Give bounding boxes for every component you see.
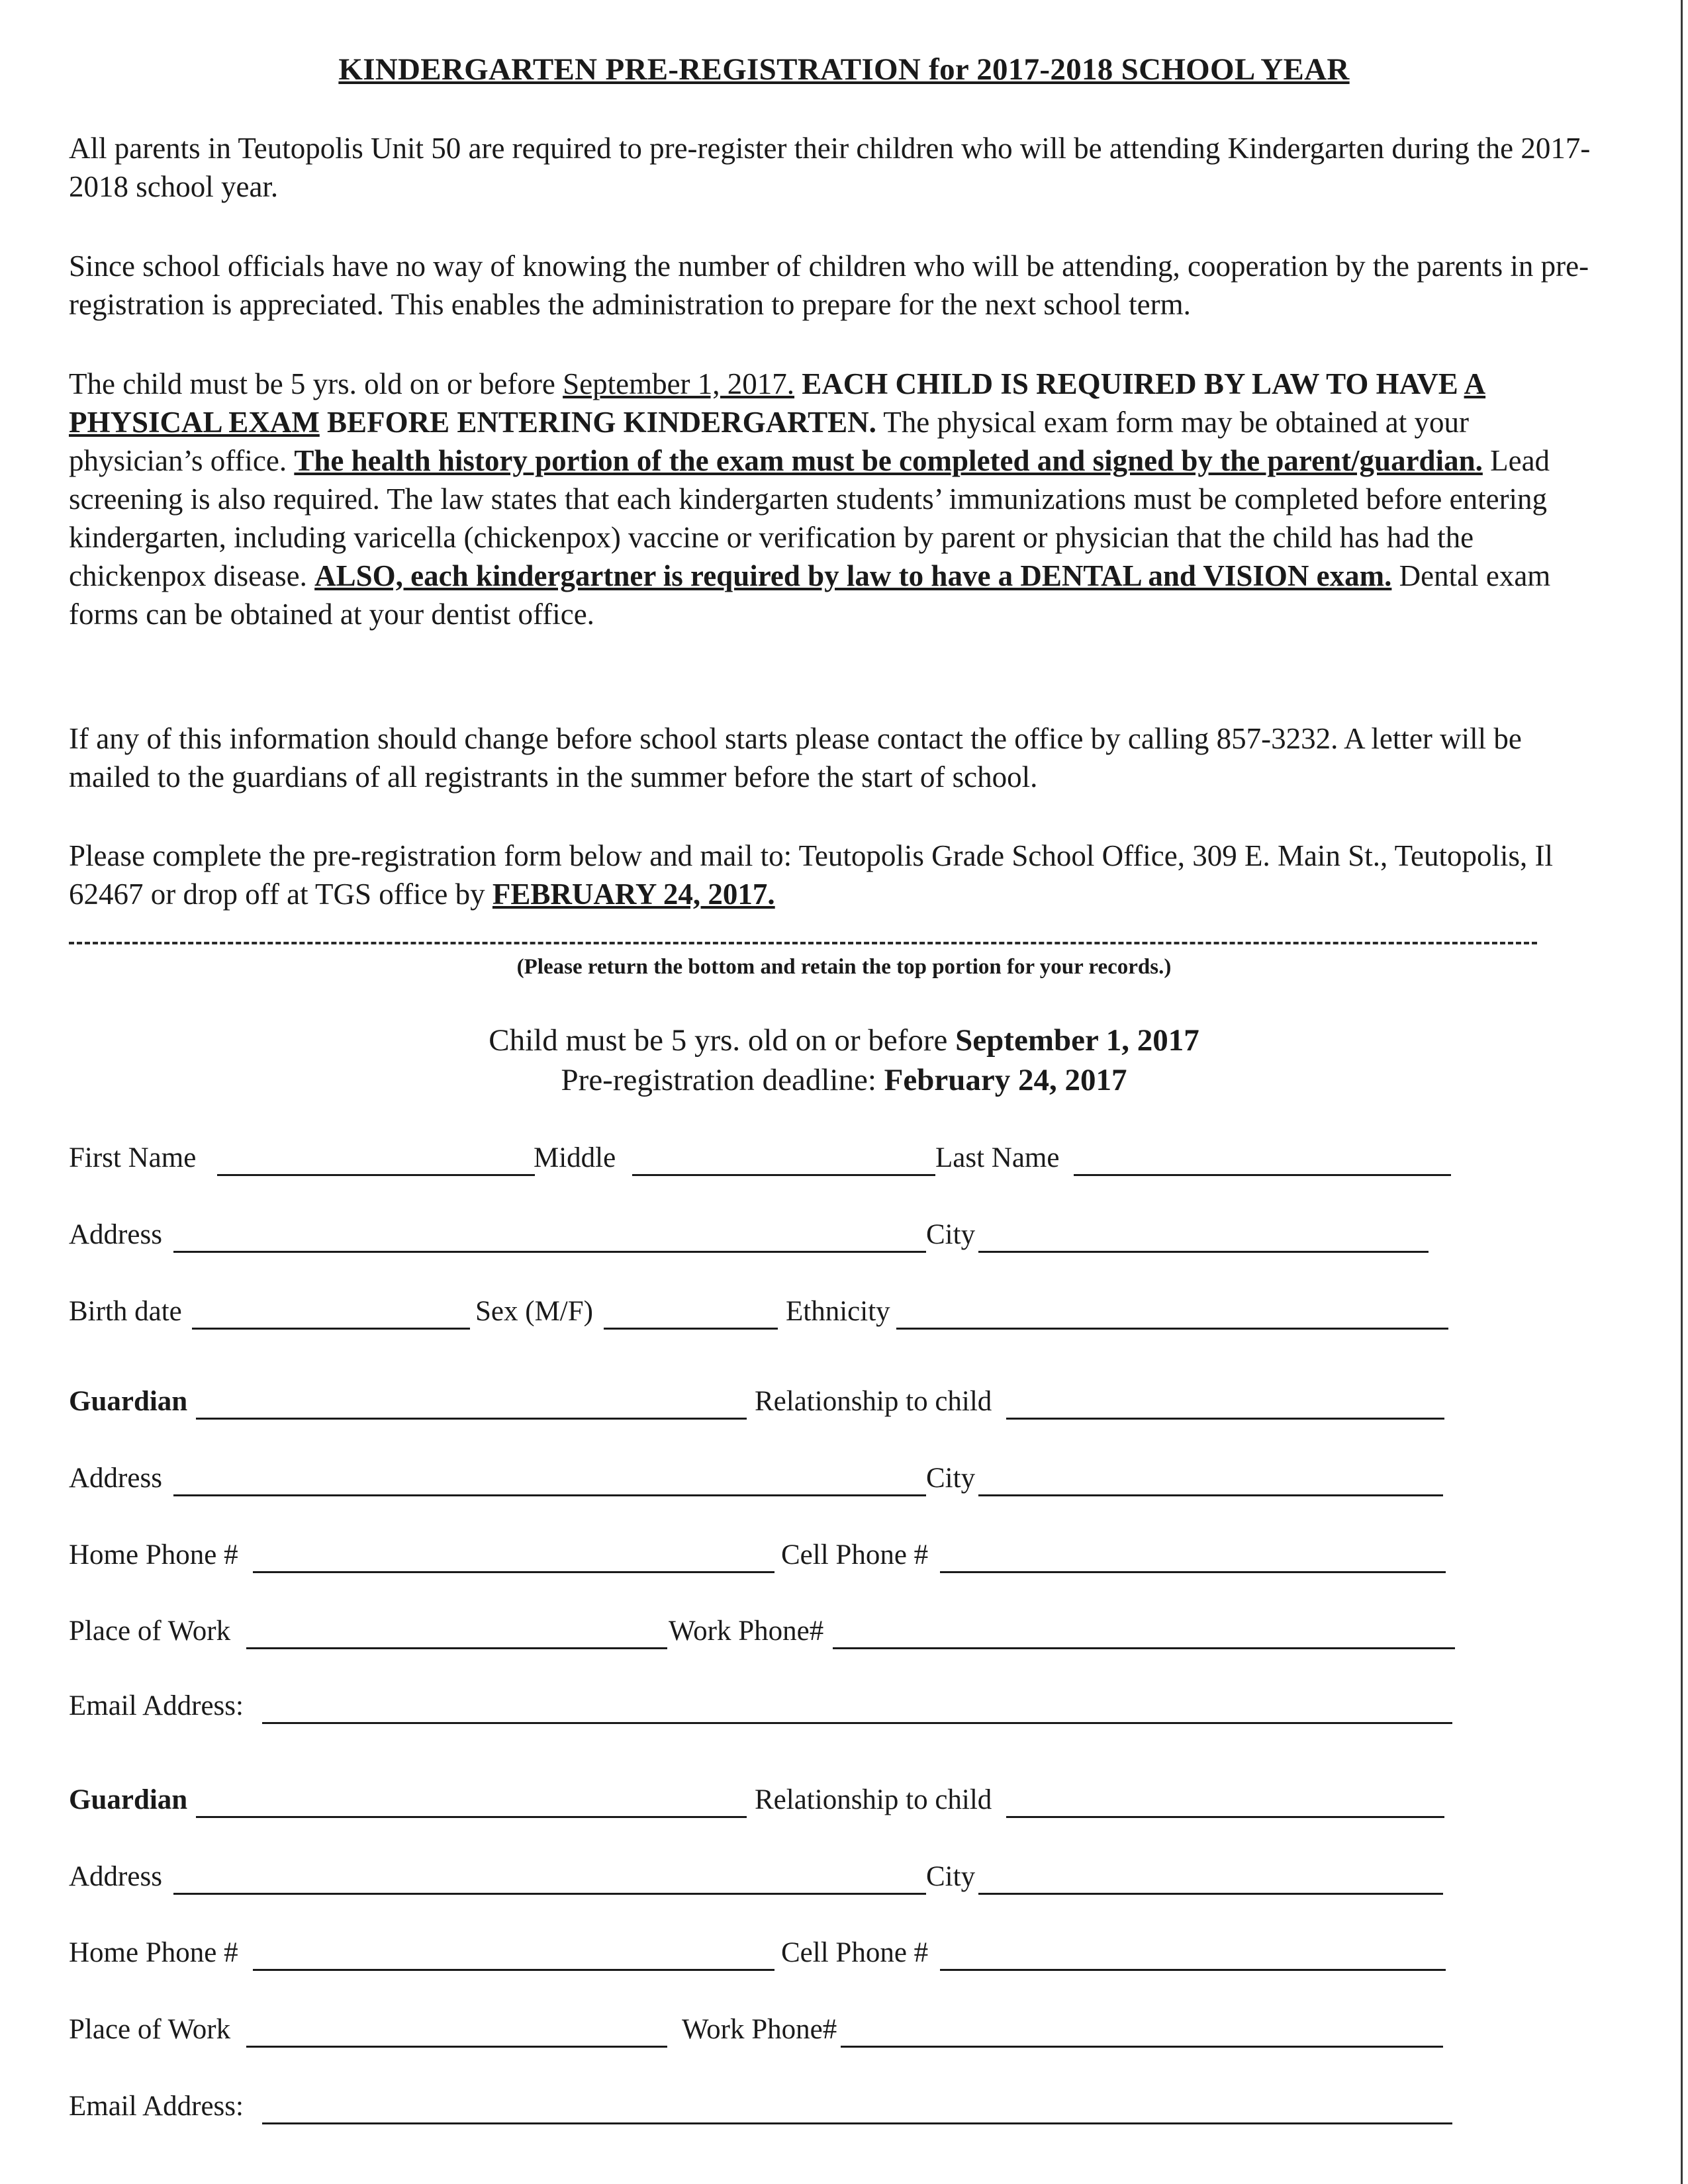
mailing-paragraph	[69, 837, 1605, 913]
sex-label: Sex (M/F)	[475, 1296, 593, 1327]
return-note: (Please return the bottom and retain the top portion for your records.)	[516, 955, 1172, 979]
sex-field[interactable]	[604, 1328, 778, 1330]
physician-text: The physical exam form may be obtained at your physician’s office.	[69, 406, 1470, 477]
guardian-2-email-field[interactable]	[262, 2122, 1452, 2124]
birth-date-field[interactable]	[192, 1328, 470, 1330]
guardian-2-cell-phone-field[interactable]	[940, 1969, 1446, 1971]
middle-name-field[interactable]	[632, 1174, 935, 1176]
guardian-1-work-phone-label: Work Phone#	[669, 1615, 824, 1647]
requirements-paragraph	[69, 365, 1605, 633]
age-line-date: September 1, 2017	[955, 1023, 1199, 1058]
guardian-2-home-phone-field[interactable]	[253, 1969, 774, 1971]
ethnicity-field[interactable]	[896, 1328, 1448, 1330]
guardian-1-cell-phone-label: Cell Phone #	[781, 1539, 929, 1570]
guardian-2-address-field[interactable]	[173, 1893, 926, 1895]
guardian-1-address-field[interactable]	[173, 1494, 926, 1496]
age-line	[0, 1023, 1688, 1058]
guardian-1-home-phone-label: Home Phone #	[69, 1539, 238, 1570]
health-history-emphasis: The health history portion of the exam must be completed and signed by the parent/guardian.	[294, 444, 1483, 477]
page-title: KINDERGARTEN PRE-REGISTRATION for 2017-2018 SCHOOL YEAR	[338, 52, 1350, 87]
guardian-2-label: Guardian	[69, 1784, 188, 1815]
guardian-1-relationship-field[interactable]	[1006, 1418, 1444, 1420]
guardian-2-relationship-label: Relationship to child	[755, 1784, 992, 1815]
middle-name-label: Middle	[534, 1142, 616, 1173]
intro-paragraph-1: All parents in Teutopolis Unit 50 are required to pre-register their children who will be attending Kindergarten during the 2017-2018 school year.	[69, 132, 1591, 203]
guardian-2-work-label: Place of Work	[69, 2014, 231, 2045]
guardian-1-home-phone-field[interactable]	[253, 1571, 774, 1573]
guardian-2-email-label: Email Address:	[69, 2091, 244, 2122]
age-line-text: Child must be 5 yrs. old on or before	[489, 1023, 956, 1058]
ethnicity-label: Ethnicity	[786, 1296, 890, 1327]
guardian-1-email-label: Email Address:	[69, 1690, 244, 1721]
guardian-2-home-phone-label: Home Phone #	[69, 1937, 238, 1968]
guardian-2-cell-phone-label: Cell Phone #	[781, 1937, 929, 1968]
guardian-2-work-phone-field[interactable]	[841, 2046, 1443, 2048]
guardian-2-name-field[interactable]	[196, 1816, 747, 1818]
deadline-line-text: Pre-registration deadline:	[561, 1063, 884, 1097]
child-address-field[interactable]	[173, 1251, 926, 1253]
age-cutoff-date: September 1, 2017.	[563, 367, 795, 400]
deadline-line	[0, 1062, 1688, 1098]
guardian-1-work-label: Place of Work	[69, 1615, 231, 1647]
guardian-2-work-phone-label: Work Phone#	[682, 2014, 837, 2045]
physical-exam-emphasis: A PHYSICAL EXAM	[69, 367, 1486, 439]
birth-date-label: Birth date	[69, 1296, 182, 1327]
guardian-1-relationship-label: Relationship to child	[755, 1386, 992, 1417]
contact-paragraph: If any of this information should change before school starts please contact the office by calling 857-3232. A letter will be mailed to the guardians of all registrants in the summer before the start of school.	[69, 722, 1522, 794]
deadline-line-date: February 24, 2017	[884, 1063, 1127, 1097]
child-city-label: City	[926, 1219, 976, 1250]
last-name-label: Last Name	[935, 1142, 1060, 1173]
age-requirement-text: The child must be 5 yrs. old on or before	[69, 367, 563, 400]
child-city-field[interactable]	[978, 1251, 1429, 1253]
immunization-text: Lead screening is also required. The law states that each kindergarten students’ immunizations must be completed before entering kindergarten, including varicella (chickenpox) vaccine or verification by parent or physician that the child has had the chickenpox disease.	[69, 444, 1550, 592]
dental-vision-emphasis: ALSO, each kindergartner is required by law to have a DENTAL and VISION exam.	[314, 559, 1392, 592]
guardian-1-address-label: Address	[69, 1463, 162, 1494]
guardian-2-city-field[interactable]	[978, 1893, 1443, 1895]
guardian-1-city-field[interactable]	[978, 1494, 1443, 1496]
guardian-1-work-field[interactable]	[246, 1647, 667, 1649]
guardian-2-address-label: Address	[69, 1861, 162, 1892]
dental-forms-text: Dental exam forms can be obtained at your dentist office.	[69, 559, 1551, 631]
guardian-1-work-phone-field[interactable]	[833, 1647, 1455, 1649]
guardian-1-name-field[interactable]	[196, 1418, 747, 1420]
tear-off-line	[69, 942, 1537, 944]
before-kindergarten-text: BEFORE ENTERING KINDERGARTEN.	[319, 406, 876, 439]
deadline-emphasis: FEBRUARY 24, 2017.	[492, 878, 775, 911]
mailing-text: Please complete the pre-registration form below and mail to: Teutopolis Grade School Office, 309 E. Main St., Teutopolis, Il 62467 or drop off at TGS office by	[69, 839, 1553, 911]
child-address-label: Address	[69, 1219, 162, 1250]
guardian-2-city-label: City	[926, 1861, 976, 1892]
guardian-1-email-field[interactable]	[262, 1722, 1452, 1724]
guardian-1-cell-phone-field[interactable]	[940, 1571, 1446, 1573]
guardian-1-label: Guardian	[69, 1386, 188, 1417]
first-name-field[interactable]	[217, 1174, 535, 1176]
guardian-2-work-field[interactable]	[246, 2046, 667, 2048]
guardian-2-relationship-field[interactable]	[1006, 1816, 1444, 1818]
first-name-label: First Name	[69, 1142, 197, 1173]
law-requirement-text: EACH CHILD IS REQUIRED BY LAW TO HAVE	[794, 367, 1464, 400]
guardian-1-city-label: City	[926, 1463, 976, 1494]
intro-paragraph-2: Since school officials have no way of knowing the number of children who will be attending, cooperation by the parents in pre-registration is appreciated. This enables the administration to prepare for the next school term.	[69, 250, 1589, 321]
last-name-field[interactable]	[1074, 1174, 1451, 1176]
